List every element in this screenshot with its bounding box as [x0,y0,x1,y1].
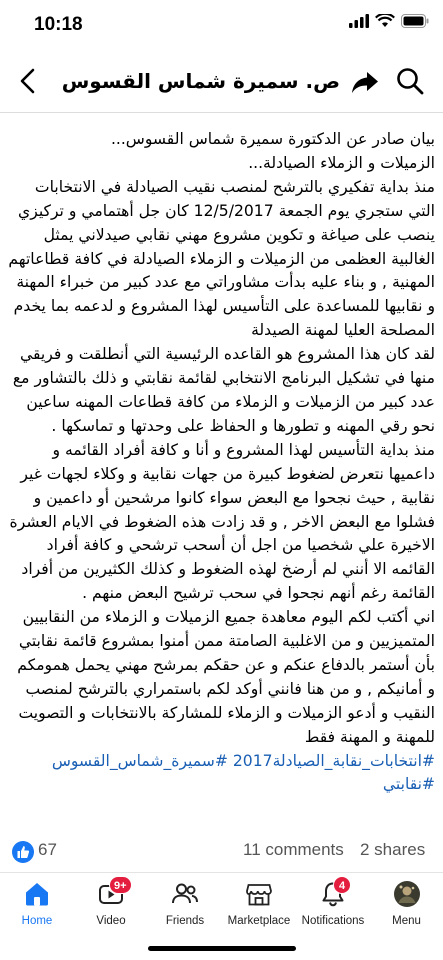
nav-marketplace-label: Marketplace [227,915,291,927]
nav-menu-label: Menu [392,915,421,927]
status-bar [0,0,443,50]
nav-notifications[interactable] [296,873,370,933]
nav-friends[interactable] [148,873,222,933]
bottom-nav [0,872,443,933]
nav-video-label: Video [96,915,126,927]
search-icon [395,66,425,96]
home-icon [23,880,51,908]
battery-icon [401,14,429,28]
share-arrow-icon [350,67,380,97]
post-text [8,128,435,797]
video-badge: 9+ [109,876,132,894]
status-icons [349,14,429,28]
signal-icon [349,14,369,28]
nav-friends-label: Friends [165,915,205,927]
post-paragraph: اني أكتب لكم اليوم معاهدة جميع الزميلات و الزملاء من النقابيين المتميزيين و من الاغلبية الصامتة ممن أمنوا بمشروع قائمة نقابتي بأن أستمر بالدفاع عنكم و عن حقكم بمرشح مهني يحمل همومكم و أمانيكم , و من هنا فانني أوكد لكم باستمراري بالترشح لمنصب النقيب و أدعو الزميلات و الزملاء للمشاركة بالانتخابات و التصويت للمهنة و المهنة فقط [17,608,435,746]
nav-home[interactable] [0,873,74,933]
comments-count[interactable]: 11 comments [243,840,344,859]
page-title: ص. سميرة شماس القسوس [61,69,340,93]
post-paragraph: الزميلات و الزملاء الصيادلة... [248,153,435,172]
notifications-badge: 4 [333,876,351,894]
nav-video[interactable] [74,873,148,933]
marketplace-icon [245,880,273,908]
nav-menu[interactable] [370,873,443,933]
nav-notifications-label: Notifications [301,915,365,927]
nav-home-label: Home [21,915,53,927]
nav-marketplace[interactable] [222,873,296,933]
likes-count[interactable]: 67 [38,840,57,859]
share-button[interactable] [350,67,380,97]
shares-count[interactable]: 2 shares [360,840,426,859]
home-indicator[interactable] [148,946,296,951]
chevron-left-icon [14,66,44,96]
profile-avatar-icon [393,880,421,908]
wifi-icon [375,14,395,28]
like-reaction-icon[interactable] [12,841,34,863]
post-paragraph: لقد كان هذا المشروع هو القاعده الرئيسية التي أنطلقت و فريقي منها في تشكيل البرنامج الانتخابي لقائمة نقابتي و ذلك بالتشاور مع عدد كبير من الزميلات و الزملاء من كافة قطاعات المهنه ساعين نحو رقي المهنه و تطورها و الحفاظ على وحدتها و تماسكها . [12,345,435,435]
back-button[interactable] [14,66,44,96]
post-stats [0,836,443,870]
status-time: 10:18 [34,14,83,35]
page-header [0,52,443,113]
post-hashtags[interactable]: #انتخابات_نقابة_الصيادلة2017 #سميرة_شماس_القسوس #نقابتي [51,751,435,794]
friends-icon [171,880,199,908]
post-paragraph: منذ بداية تفكيري بالترشح لمنصب نقيب الصيادلة في الانتخابات التي ستجري يوم الجمعة 12/5/2017 كان جل أهتمامي و تركيزي ينصب على صياغة و تكوين مشروع مهني نقابي صيدلاني يمثل الغالبية العظمى من الزميلات و الزملاء الصيادلة في كافة قطاعاتهم المهنية , و بناء عليه بدأت مشاوراتي مع عدد كبير من خبراء المهنة و نقابيها للمساعدة على التأسيس لهذا المشروع و لدعمه بما يخدم المصلحة العليا لمهنة الصيدلة [8,177,435,340]
post-paragraph: بيان صادر عن الدكتورة سميرة شماس القسوس... [110,130,435,148]
search-button[interactable] [395,66,425,96]
post-paragraph: منذ بداية التأسيس لهذا المشروع و أنا و كافة أفراد القائمه و داعميها نتعرض لضغوط كبيرة من جهات نقابية و وكلاء لجهات غير نقابية , حيث نجحوا مع البعض سواء كانوا مرشحين أو داعمين و فشلوا مع البعض الاخر , و قد زادت هذه الضغوط في الايام العشرة الاخيرة علي شخصيا من اجل أن أسحب ترشحي و كافة أفراد القائمه الا أنني لم أرضخ لهذه الضغوط و كذلك الكثيرين من أفراد القائمة رغم أنهم نجحوا في سحب ترشيح البعض منهم . [9,440,435,603]
